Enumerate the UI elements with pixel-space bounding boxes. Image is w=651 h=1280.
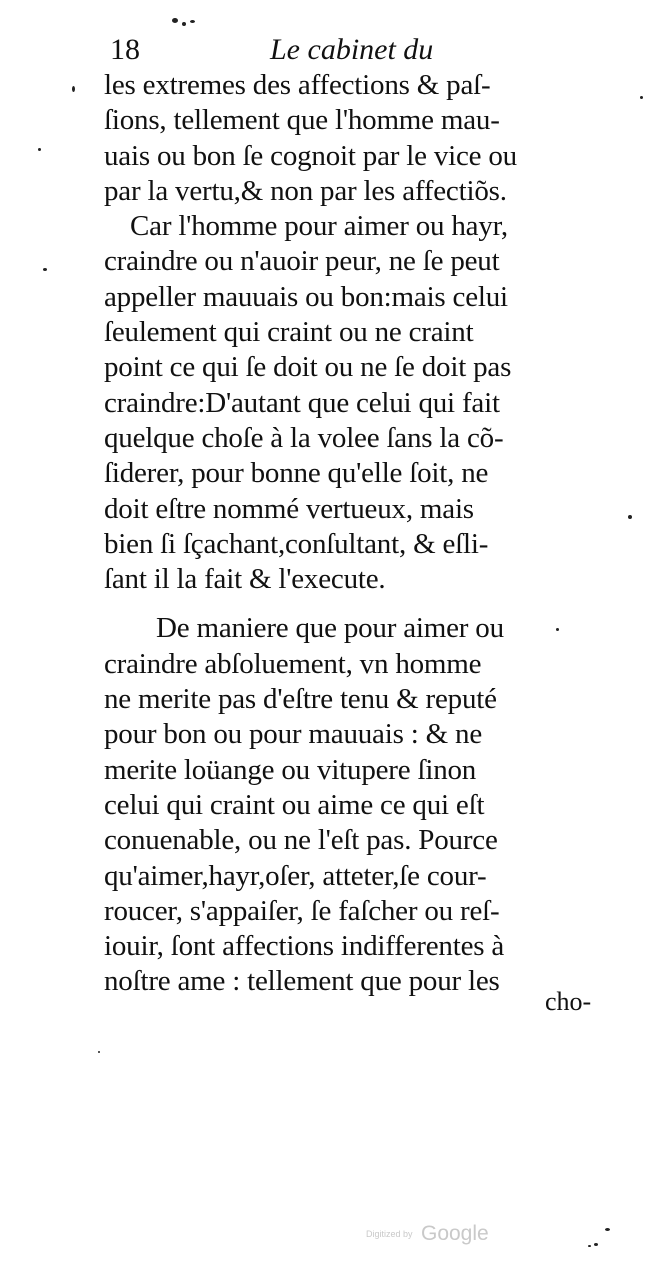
scan-speck bbox=[182, 22, 186, 26]
text-line: appeller mauuais ou bon:mais celui bbox=[104, 280, 508, 313]
text-line: roucer, s'appaiſer, ſe faſcher ou reſ- bbox=[104, 894, 500, 927]
text-line: ſions, tellement que l'homme mau- bbox=[104, 104, 500, 137]
scan-speck bbox=[628, 515, 632, 519]
text-line: qu'aimer,hayr,oſer, atteter,ſe cour- bbox=[104, 859, 487, 892]
catchword: cho- bbox=[545, 987, 592, 1016]
text-line: noſtre ame : tellement que pour les bbox=[104, 965, 500, 998]
text-line: iouir, ſont affections indifferentes à bbox=[104, 930, 505, 963]
text-line: point ce qui ſe doit ou ne ſe doit pas bbox=[104, 351, 512, 384]
paragraph-start-line: Car l'homme pour aimer ou hayr, bbox=[130, 210, 508, 243]
text-line: pour bon ou pour mauuais : & ne bbox=[104, 718, 482, 751]
scan-speck bbox=[38, 148, 41, 151]
scan-speck bbox=[98, 1051, 100, 1053]
paragraph-gap bbox=[104, 597, 604, 611]
text-line: uais ou bon ſe cognoit par le vice ou bbox=[104, 139, 517, 172]
text-line: merite loüange ou vitupere ſinon bbox=[104, 753, 477, 786]
body-text bbox=[104, 68, 604, 1000]
text-line: ne merite pas d'eſtre tenu & reputé bbox=[104, 683, 497, 716]
paragraph-start-line: De maniere que pour aimer ou bbox=[156, 612, 504, 645]
digitization-watermark bbox=[366, 1222, 489, 1246]
scan-speck bbox=[43, 268, 47, 271]
text-line: craindre:D'autant que celui qui fait bbox=[104, 386, 500, 419]
scan-speck bbox=[640, 96, 643, 99]
scan-speck bbox=[556, 628, 559, 631]
scan-speck bbox=[594, 1243, 598, 1246]
text-line: bien ſi ſçachant,conſultant, & eſli- bbox=[104, 527, 489, 560]
text-line: ſiderer, pour bonne qu'elle ſoit, ne bbox=[104, 457, 489, 490]
page-number: 18 bbox=[110, 33, 140, 66]
text-line: celui qui craint ou aime ce qui eſt bbox=[104, 788, 485, 821]
text-line: par la vertu,& non par les affectiõs. bbox=[104, 174, 507, 207]
text-line: doit eſtre nommé vertueux, mais bbox=[104, 492, 474, 525]
scan-speck bbox=[190, 20, 195, 23]
text-line: les extremes des affections & paſ- bbox=[104, 69, 491, 101]
scan-speck bbox=[172, 18, 178, 23]
scan-speck bbox=[72, 86, 75, 92]
watermark-brand: Google bbox=[420, 1222, 489, 1245]
text-line: ſant il la fait & l'execute. bbox=[104, 563, 386, 596]
text-line: craindre ou n'auoir peur, ne ſe peut bbox=[104, 245, 500, 278]
scan-speck bbox=[605, 1228, 610, 1231]
text-line: quelque choſe à la volee ſans la cõ- bbox=[104, 421, 504, 454]
watermark-prefix: Digitized by bbox=[366, 1229, 413, 1239]
scan-speck bbox=[588, 1245, 591, 1247]
text-line: craindre abſoluement, vn homme bbox=[104, 647, 482, 680]
running-head: Le cabinet du bbox=[270, 33, 434, 66]
page-header bbox=[110, 30, 590, 70]
text-line: ſeulement qui craint ou ne craint bbox=[104, 316, 474, 349]
text-line: conuenable, ou ne l'eſt pas. Pource bbox=[104, 824, 498, 857]
